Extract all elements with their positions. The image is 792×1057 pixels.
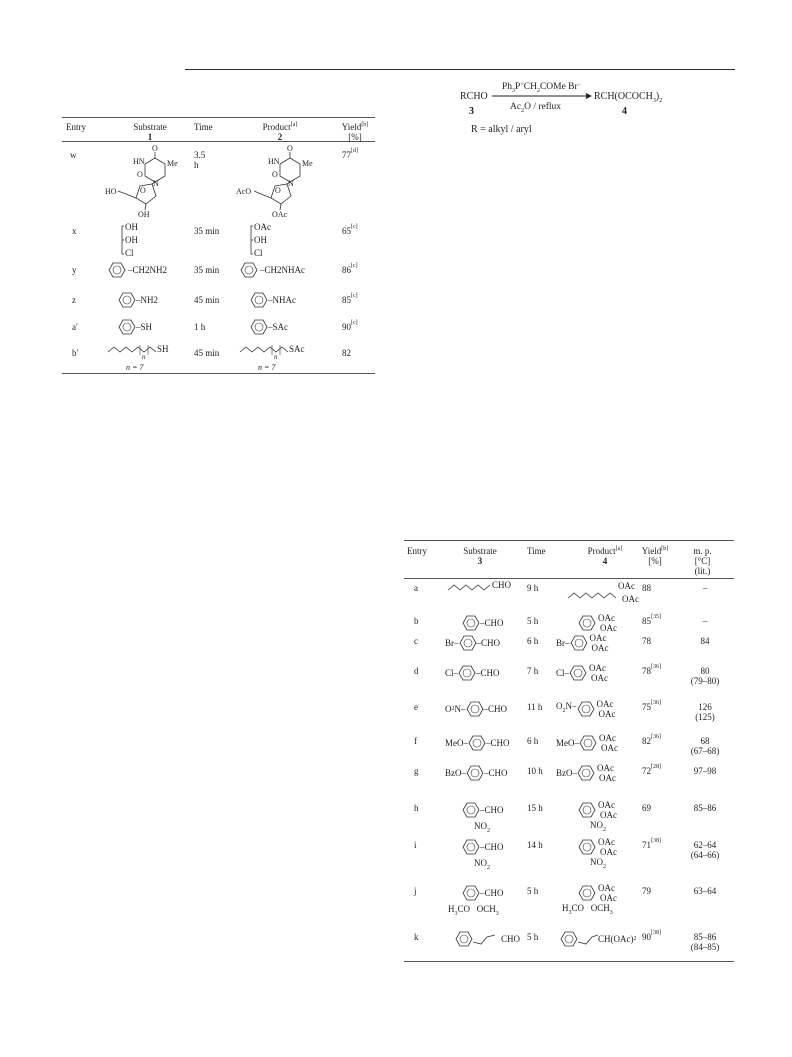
entry-label: w — [70, 150, 77, 160]
table2-header-time: Time — [527, 546, 546, 556]
substrate-structure: –CHO $H_3CO$ $OCH_3$ — [462, 885, 504, 920]
entry-label: y — [72, 265, 77, 275]
time-value: 6 h — [527, 736, 539, 746]
benzene-ring-icon — [462, 885, 480, 901]
melting-point: – — [702, 616, 708, 626]
chain-label: n — [274, 353, 278, 361]
benzene-ring-icon — [578, 615, 596, 631]
table2-header-mp: m. p. [°C] (lit.) — [693, 546, 712, 576]
atom-label: HN — [268, 157, 280, 166]
time-value: 1 h — [194, 322, 206, 332]
benzene-ring-icon — [108, 262, 126, 278]
melting-point: 84 — [700, 636, 710, 646]
benzene-ring-icon — [578, 885, 596, 901]
table2-header-product: Product[a] 4 — [587, 546, 623, 566]
time-value: 11 h — [527, 702, 543, 712]
table1-header-substrate: Substrate 1 — [133, 122, 167, 142]
time-value: 35 min — [194, 226, 220, 236]
product-structure — [566, 580, 656, 613]
time-value: 3.5 h — [194, 150, 206, 170]
product-structure: OAc OAc — [578, 613, 617, 633]
entry-label: j — [414, 886, 417, 896]
atom-label: AcO — [236, 187, 252, 196]
yield-value: 75[36] — [642, 700, 661, 712]
substrate-structure: Cl– –CHO — [445, 665, 500, 681]
table2-header-rule — [404, 578, 734, 579]
svg-text:CHO: CHO — [492, 580, 512, 590]
scheme-reactant-number: 3 — [469, 106, 474, 117]
entry-label: d — [414, 666, 419, 676]
entry-label: g — [414, 766, 419, 776]
benzene-ring-icon — [240, 262, 258, 278]
benzene-ring-icon — [462, 839, 480, 855]
yield-value: 82[36] — [642, 734, 661, 746]
group-label: OH — [125, 235, 138, 245]
yield-value: 65[c] — [342, 224, 358, 236]
benzene-ring-icon — [458, 665, 476, 681]
entry-label: z — [72, 295, 76, 305]
alkanethiol-structure — [106, 342, 181, 372]
time-value: 15 h — [527, 803, 543, 813]
yield-value: 90[c] — [342, 320, 358, 332]
product-structure: CH(OAc) 2 — [560, 931, 637, 949]
time-value: 5 h — [527, 616, 539, 626]
time-value: 7 h — [527, 666, 539, 676]
benzylamine-structure: – CH2NH2 — [108, 262, 167, 278]
thiophenol-structure: – SH — [118, 319, 152, 335]
substrate-structure: O 2 N– –CHO — [445, 701, 507, 717]
page-header-rule — [185, 69, 735, 70]
benzene-ring-icon — [250, 319, 268, 335]
atom-label: N — [153, 179, 159, 188]
benzene-ring-icon — [579, 735, 597, 751]
yield-value: 69 — [642, 803, 651, 813]
entry-label: k — [414, 932, 419, 942]
benzene-ring-icon — [459, 635, 477, 651]
table1-top-rule — [62, 117, 375, 118]
benzene-ring-icon — [250, 292, 268, 308]
acetanilide-structure: – NHAc — [250, 292, 296, 308]
entry-label: e — [414, 702, 418, 712]
product-structure: MeO– OAc OAc — [556, 733, 618, 753]
phenyl-thioacetate-structure: – SAc — [250, 319, 288, 335]
substrate-structure: BzO– –CHO — [445, 765, 508, 781]
substrate-structure: MeO– –CHO — [445, 735, 510, 751]
time-value: 5 h — [527, 886, 539, 896]
benzene-ring-icon — [118, 319, 136, 335]
atom-label: O — [287, 144, 293, 153]
table1-header-yield: Yield[b] [%] — [341, 122, 369, 142]
chlorodiol-structure — [118, 222, 168, 258]
chain-length-note: n = 7 — [258, 363, 276, 372]
benzene-ring-icon — [466, 701, 484, 717]
table2-header-substrate: Substrate 3 — [463, 546, 497, 566]
vinyl-chain — [578, 932, 598, 946]
product-structure: BzO– OAc OAc — [556, 763, 616, 783]
atom-label: N — [288, 179, 294, 188]
chain-label: n — [142, 353, 146, 361]
entry-label: x — [72, 226, 77, 236]
acetoxy-chlorohydrin-structure — [247, 222, 307, 258]
yield-value: 85[c] — [342, 293, 358, 305]
substrate-structure — [446, 580, 526, 599]
yield-value: 77[d] — [342, 148, 358, 160]
acetylated-thymidine-structure — [232, 144, 327, 219]
group-label: OAc — [254, 222, 271, 232]
atom-label: O — [275, 186, 281, 195]
table2-header-entry: Entry — [407, 546, 427, 556]
group-label: SAc — [289, 344, 305, 354]
benzene-ring-icon — [577, 701, 595, 717]
table1-bottom-rule — [62, 373, 375, 374]
benzene-ring-icon — [577, 765, 595, 781]
vinyl-chain — [473, 932, 501, 946]
yield-value: 82 — [342, 348, 351, 358]
atom-label: Me — [167, 159, 178, 168]
product-structure: OAc OAc $H_3CO$ $OCH_3$ — [562, 883, 617, 916]
melting-point: 62–64 (64–66) — [690, 840, 720, 860]
table2-header-yield: Yield[b] [%] — [641, 546, 669, 566]
scheme-reagent-top: $Ph_3P^+CH_2COMe$ Br− — [502, 82, 582, 94]
substrate-structure: –CHO — [462, 615, 504, 634]
melting-point: 126 (125) — [695, 702, 715, 722]
benzene-ring-icon — [462, 615, 480, 631]
table2-bottom-rule — [404, 961, 734, 962]
hexylidene-diacetate-chain — [566, 580, 656, 608]
melting-point: 68 (67–68) — [690, 736, 720, 756]
atom-label: O — [140, 186, 146, 195]
entry-label: a — [414, 583, 418, 593]
substrate-structure: Br– –CHO — [445, 635, 500, 651]
time-value: 10 h — [527, 766, 543, 776]
alkyl-thioacetate-structure — [238, 342, 318, 372]
time-value: 6 h — [527, 636, 539, 646]
benzene-ring-icon — [570, 635, 588, 651]
melting-point: – — [702, 583, 708, 593]
benzene-ring-icon — [118, 292, 136, 308]
acetylbenzylamine-structure: – CH2NHAc — [240, 262, 305, 278]
yield-value: 90[38] — [642, 930, 661, 942]
yield-value: 79 — [642, 886, 651, 896]
group-label: Cl — [125, 248, 134, 258]
product-structure: $O_2N-$ OAc OAc — [556, 699, 616, 719]
yield-value: 72[28] — [642, 764, 661, 776]
atom-label: Me — [302, 159, 313, 168]
scheme-product: $RCH(OCOCH_3)_2$ — [594, 91, 663, 104]
melting-point: 63–64 — [693, 886, 717, 896]
table1-header-rule — [62, 141, 375, 142]
product-structure: Cl– OAc OAc — [556, 663, 609, 683]
time-value: 14 h — [527, 840, 543, 850]
entry-label: c — [414, 636, 418, 646]
hexanal-chain — [446, 580, 526, 594]
group-label: Cl — [254, 248, 263, 258]
yield-value: 86[c] — [342, 263, 358, 275]
group-label: SH — [157, 344, 169, 354]
time-value: 45 min — [194, 295, 220, 305]
benzene-ring-icon — [468, 735, 486, 751]
yield-value: 78[36] — [642, 664, 661, 676]
melting-point: 85–86 — [693, 803, 717, 813]
benzene-ring-icon — [578, 802, 596, 818]
entry-label: b′ — [72, 348, 79, 358]
product-structure: OAc OAc $NO_2$ — [578, 800, 617, 836]
svg-text:OAc: OAc — [618, 581, 635, 591]
table1-header-time: Time — [194, 122, 213, 132]
atom-label: O — [152, 144, 158, 153]
yield-value: 78 — [642, 636, 651, 646]
time-value: 9 h — [527, 583, 539, 593]
substrate-structure: –CHO $NO_2$ — [462, 839, 504, 874]
benzene-ring-icon — [569, 665, 587, 681]
benzene-ring-icon — [455, 931, 473, 947]
benzene-ring-icon — [560, 931, 578, 947]
table1-header-product: Product[a] 2 — [262, 122, 298, 142]
atom-label: HN — [133, 157, 145, 166]
scheme-r-definition: R = alkyl / aryl — [471, 124, 532, 135]
svg-text:OAc: OAc — [622, 594, 639, 604]
yield-value: 88 — [642, 583, 651, 593]
scheme-reagent-bottom: $Ac_2O$ / reflux — [510, 102, 562, 114]
substrate-structure: –CHO $NO_2$ — [462, 802, 504, 837]
melting-point: 85–86 (84–85) — [690, 932, 720, 952]
aniline-structure: – NH2 — [118, 292, 158, 308]
entry-label: b — [414, 616, 419, 626]
entry-label: h — [414, 803, 419, 813]
atom-label: O — [272, 170, 278, 179]
chain-length-note: n = 7 — [126, 363, 144, 372]
yield-value: 71[38] — [642, 838, 661, 850]
entry-label: a′ — [72, 322, 78, 332]
entry-label: i — [414, 840, 417, 850]
atom-label: OAc — [272, 210, 288, 219]
thymidine-structure — [100, 144, 195, 219]
reaction-arrow-icon — [492, 91, 592, 101]
substrate-structure: CHO — [455, 931, 520, 949]
time-value: 35 min — [194, 265, 220, 275]
benzene-ring-icon — [578, 839, 596, 855]
melting-point: 80 (79–80) — [690, 666, 720, 686]
benzene-ring-icon — [462, 802, 480, 818]
time-value: 45 min — [194, 348, 220, 358]
yield-value: 85[35] — [642, 614, 661, 626]
group-label: OH — [125, 222, 138, 232]
atom-label: HO — [105, 187, 117, 196]
atom-label: OH — [138, 210, 150, 219]
time-value: 5 h — [527, 932, 539, 942]
scheme-product-number: 4 — [622, 106, 627, 117]
table2-top-rule — [404, 540, 734, 541]
benzene-ring-icon — [466, 765, 484, 781]
product-structure: OAc OAc $NO_2$ — [578, 837, 617, 873]
melting-point: 97–98 — [693, 766, 717, 776]
table1-header-entry: Entry — [66, 122, 86, 132]
entry-label: f — [414, 736, 417, 746]
atom-label: O — [137, 170, 143, 179]
group-label: OH — [254, 235, 267, 245]
product-structure: Br– OAc OAc — [556, 633, 609, 653]
scheme-reactant: RCHO — [460, 91, 488, 102]
